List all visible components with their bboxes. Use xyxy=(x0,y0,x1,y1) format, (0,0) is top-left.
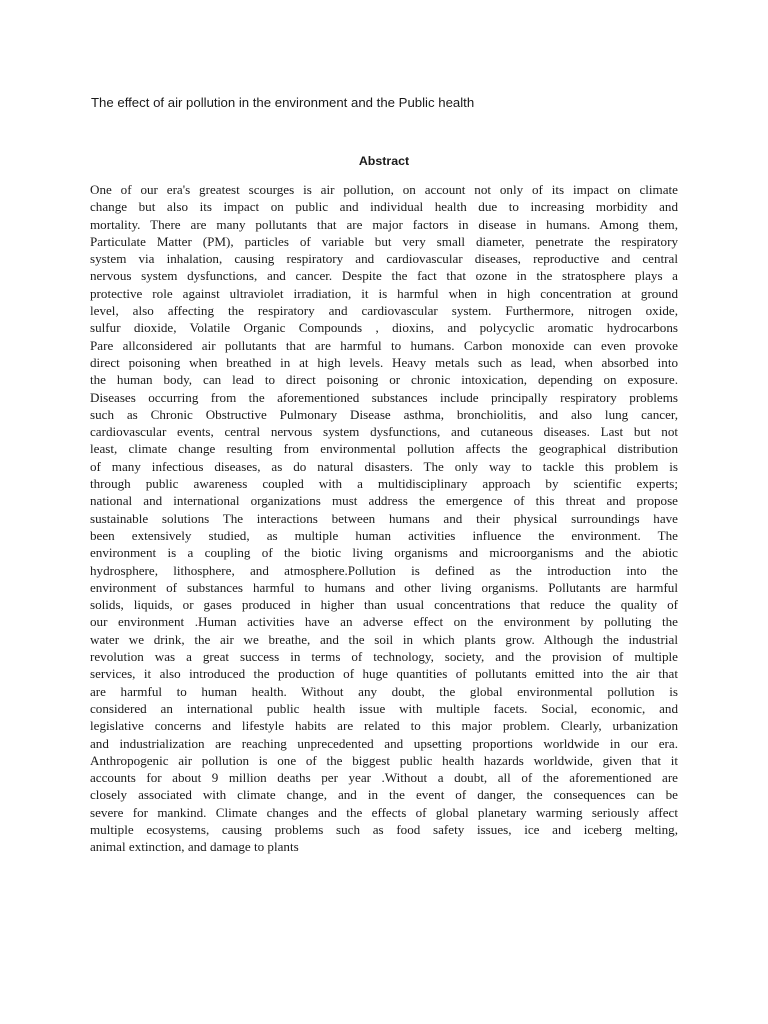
abstract-line: through public awareness coupled with a multidisciplinary approach by scientific experts; xyxy=(90,476,678,492)
abstract-line: sustainable solutions The interactions between humans and their physical surroundings have xyxy=(90,510,678,526)
abstract-line: accounts for about 9 million deaths per year .Without a doubt, all of the aforementioned are xyxy=(90,770,678,786)
abstract-line: been extensively studied, as multiple human activities influence the environment. The xyxy=(90,527,678,543)
abstract-line: level, also affecting the respiratory and cardiovascular system. Furthermore, nitrogen oxide, xyxy=(90,303,678,319)
abstract-line: multiple ecosystems, causing problems such as food safety issues, ice and iceberg melting, xyxy=(90,821,678,837)
abstract-line: Diseases occurring from the aforementioned substances include principally respiratory problems xyxy=(90,389,678,405)
abstract-line: environment of substances harmful to humans and other living organisms. Pollutants are harmful xyxy=(90,579,678,595)
abstract-line: and industrialization are reaching unprecedented and upsetting proportions worldwide in our era. xyxy=(90,735,678,751)
abstract-line: legislative concerns and lifestyle habits are related to this major problem. Clearly, urbanization xyxy=(90,718,678,734)
abstract-line: water we drink, the air we breathe, and the soil in which plants grow. Although the industrial xyxy=(90,631,678,647)
abstract-line: system via inhalation, causing respiratory and cardiovascular diseases, reproductive and central xyxy=(90,251,678,267)
abstract-line: services, it also introduced the production of huge quantities of pollutants emitted into the air that xyxy=(90,666,678,682)
abstract-line: Anthropogenic air pollution is one of the biggest public health hazards worldwide, given that it xyxy=(90,752,678,768)
abstract-body xyxy=(90,181,678,856)
abstract-line: of many infectious diseases, as do natural disasters. The only way to tackle this problem is xyxy=(90,458,678,474)
abstract-line: direct poisoning when breathed in at high levels. Heavy metals such as lead, when absorbed into xyxy=(90,354,678,370)
abstract-line: closely associated with climate change, and in the event of danger, the consequences can be xyxy=(90,787,678,803)
abstract-heading: Abstract xyxy=(358,154,410,168)
document-title: The effect of air pollution in the environment and the Public health xyxy=(91,95,475,110)
abstract-line: Pare allconsidered air pollutants that are harmful to humans. Carbon monoxide can even provoke xyxy=(90,337,678,353)
abstract-line: are harmful to human health. Without any doubt, the global environmental pollution is xyxy=(90,683,678,699)
abstract-line: considered an international public health issue with multiple facets. Social, economic, and xyxy=(90,700,678,716)
abstract-line: environment is a coupling of the biotic living organisms and microorganisms and the abiotic xyxy=(90,545,678,561)
abstract-line: sulfur dioxide, Volatile Organic Compounds , dioxins, and polycyclic aromatic hydrocarbons xyxy=(90,320,678,336)
abstract-line: national and international organizations must address the emergence of this threat and propose xyxy=(90,493,678,509)
abstract-line: nervous system dysfunctions, and cancer. Despite the fact that ozone in the stratosphere plays a xyxy=(90,268,678,284)
abstract-line: solids, liquids, or gases produced in higher than usual concentrations that reduce the quality of xyxy=(90,597,678,613)
abstract-line: animal extinction, and damage to plants xyxy=(90,839,299,855)
abstract-line: Particulate Matter (PM), particles of variable but very small diameter, penetrate the respiratory xyxy=(90,233,678,249)
abstract-line: revolution was a great success in terms of technology, society, and the provision of multiple xyxy=(90,649,678,665)
abstract-line: cardiovascular events, central nervous system dysfunctions, and cutaneous diseases. Last but not xyxy=(90,424,678,440)
abstract-line: the human body, can lead to direct poisoning or chronic intoxication, depending on exposure. xyxy=(90,372,678,388)
abstract-line: change but also its impact on public and individual health due to increasing morbidity and xyxy=(90,199,678,215)
abstract-line: mortality. There are many pollutants that are major factors in disease in humans. Among them, xyxy=(90,216,678,232)
abstract-line: hydrosphere, lithosphere, and atmosphere.Pollution is defined as the introduction into the xyxy=(90,562,678,578)
abstract-line: One of our era's greatest scourges is air pollution, on account not only of its impact on climate xyxy=(90,182,678,197)
abstract-line: least, climate change resulting from environmental pollution affects the geographical distribution xyxy=(90,441,678,457)
abstract-line: our environment .Human activities have an adverse effect on the environment by polluting the xyxy=(90,614,678,630)
abstract-line: such as Chronic Obstructive Pulmonary Disease asthma, bronchiolitis, and also lung cancer, xyxy=(90,406,678,422)
abstract-line: severe for mankind. Climate changes and the effects of global planetary warming seriously affect xyxy=(90,804,678,820)
abstract-line: protective role against ultraviolet irradiation, it is harmful when in high concentration at ground xyxy=(90,285,678,301)
